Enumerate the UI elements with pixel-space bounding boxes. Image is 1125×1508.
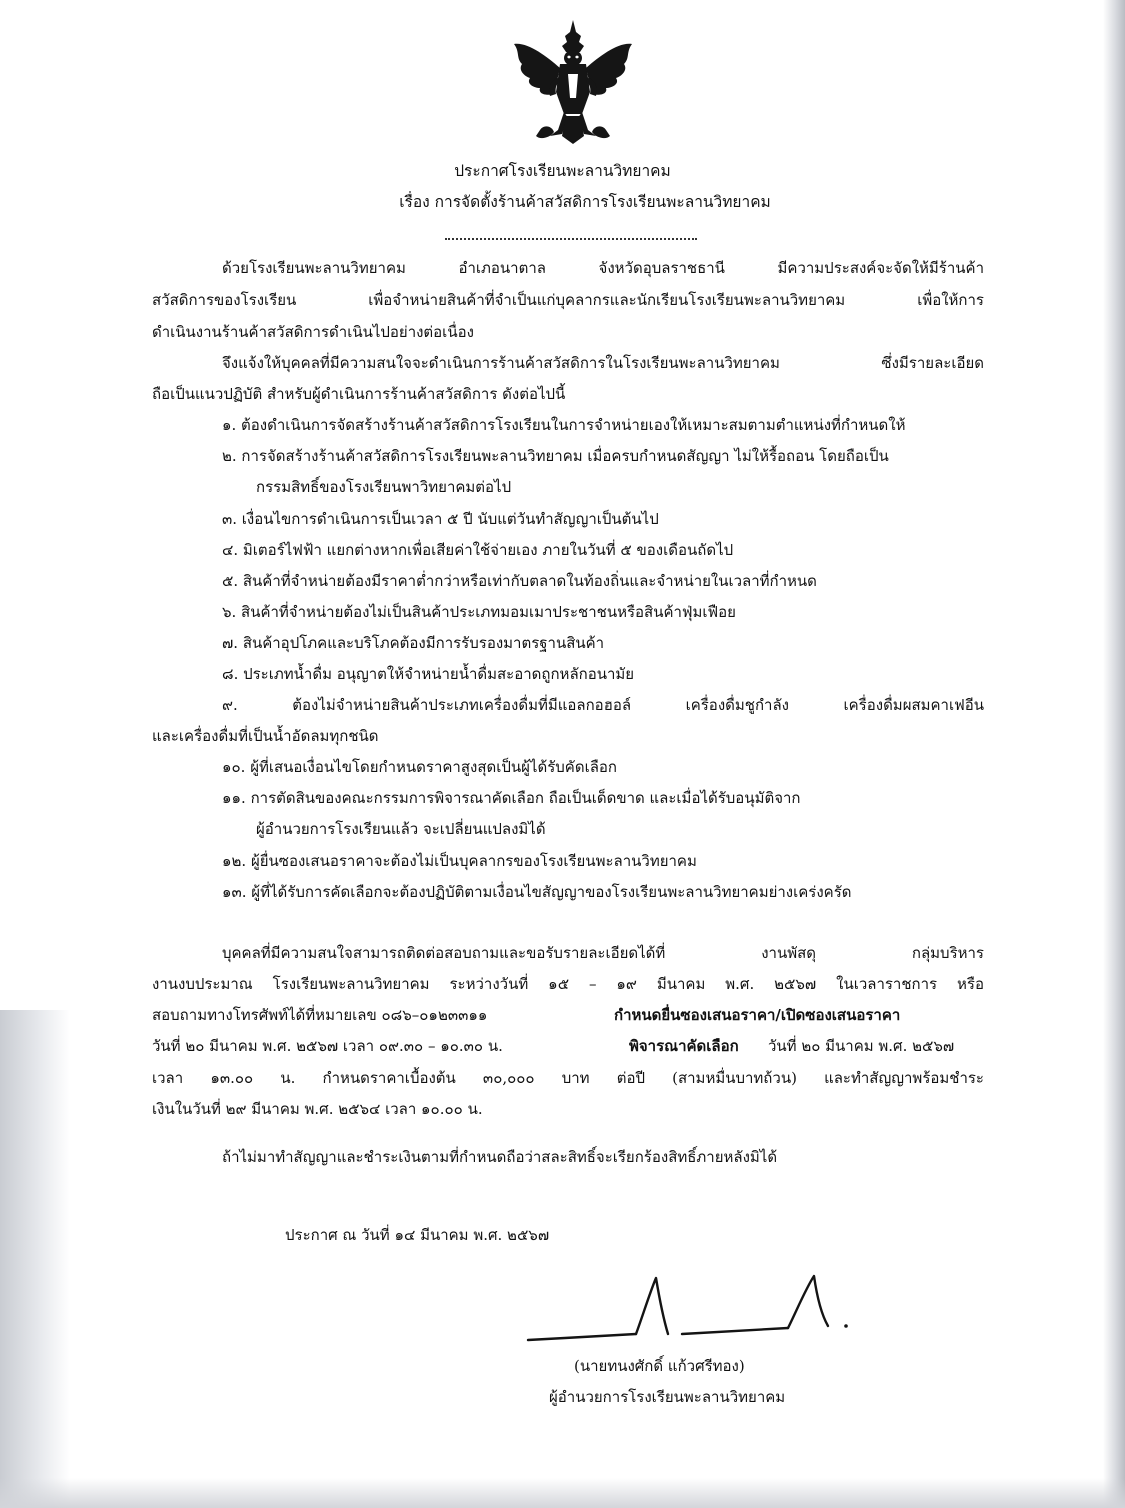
contact-line-5: เวลา ๑๓.๐๐ น. กำหนดราคาเบื้องต้น ๓๐,๐๐๐ บาท ต่อปี (สามหมื่นบาทถ้วน) และทำสัญญาพร้อมชำระ bbox=[152, 1069, 984, 1087]
rule-item-11-continued: ผู้อำนวยการโรงเรียนแล้ว จะเปลี่ยนแปลงมิได้ bbox=[256, 820, 546, 838]
rule-item-8: ๘. ประเภทน้ำดื่ม อนุญาตให้จำหน่ายน้ำดื่มสะอาดถูกหลักอนามัย bbox=[222, 665, 635, 683]
contact-line-4-selection-label: พิจารณาคัดเลือก bbox=[629, 1037, 739, 1055]
intro-paragraph-1-line-2: สวัสดิการของโรงเรียน เพื่อจำหน่ายสินค้าที่จำเป็นแก่บุคลากรและนักเรียนโรงเรียนพะลานวิทยาคม เพื่อให้การ bbox=[152, 291, 984, 309]
signatory-position: ผู้อำนวยการโรงเรียนพะลานวิทยาคม bbox=[549, 1388, 786, 1406]
garuda-emblem-icon bbox=[510, 18, 636, 146]
rule-item-12: ๑๒. ผู้ยื่นซองเสนอราคาจะต้องไม่เป็นบุคลากรของโรงเรียนพะลานวิทยาคม bbox=[222, 852, 697, 870]
rule-item-2-continued: กรรมสิทธิ์ของโรงเรียนพาวิทยาคมต่อไป bbox=[256, 478, 512, 496]
document-title: ประกาศโรงเรียนพะลานวิทยาคม bbox=[454, 162, 671, 180]
contact-line-3-phone: สอบถามทางโทรศัพท์ได้ที่หมายเลข ๐๘๖–๐๑๒๓๓๑๑ bbox=[152, 1006, 488, 1024]
contact-line-6: เงินในวันที่ ๒๙ มีนาคม พ.ศ. ๒๕๖๔ เวลา ๑๐.๐๐ น. bbox=[152, 1100, 483, 1118]
contact-line-3-bid-schedule: กำหนดยื่นซองเสนอราคา/เปิดซองเสนอราคา bbox=[614, 1006, 901, 1024]
scan-shadow-right bbox=[1103, 0, 1125, 1508]
intro-paragraph-1-line-1: ด้วยโรงเรียนพะลานวิทยาคม อำเภอนาตาล จังหวัดอุบลราชธานี มีความประสงค์จะจัดให้มีร้านค้า bbox=[222, 259, 984, 277]
intro-paragraph-2-line-2: ถือเป็นแนวปฏิบัติ สำหรับผู้ดำเนินการร้านค้าสวัสดิการ ดังต่อไปนี้ bbox=[152, 385, 566, 403]
rule-item-6: ๖. สินค้าที่จำหน่ายต้องไม่เป็นสินค้าประเภทมอมเมาประชาชนหรือสินค้าฟุ่มเฟือย bbox=[222, 603, 736, 621]
signature-scribble bbox=[524, 1268, 854, 1348]
contact-line-4-time: วันที่ ๒๐ มีนาคม พ.ศ. ๒๕๖๗ เวลา ๐๙.๓๐ – ๑๐.๓๐ น. bbox=[152, 1037, 503, 1055]
rule-item-13: ๑๓. ผู้ที่ได้รับการคัดเลือกจะต้องปฏิบัติตามเงื่อนไขสัญญาของโรงเรียนพะลานวิทยาคมย่างเคร่งครัด bbox=[222, 883, 852, 901]
intro-paragraph-1-line-3: ดำเนินงานร้านค้าสวัสดิการดำเนินไปอย่างต่อเนื่อง bbox=[152, 323, 474, 341]
closing-statement: ถ้าไม่มาทำสัญญาและชำระเงินตามที่กำหนดถือว่าสละสิทธิ์จะเรียกร้องสิทธิ์ภายหลังมิได้ bbox=[222, 1148, 778, 1166]
rule-item-10: ๑๐. ผู้ที่เสนอเงื่อนไขโดยกำหนดราคาสูงสุดเป็นผู้ได้รับคัดเลือก bbox=[222, 758, 617, 776]
rule-item-7: ๗. สินค้าอุปโภคและบริโภคต้องมีการรับรองมาตรฐานสินค้า bbox=[222, 634, 605, 652]
rule-item-9: ๙. ต้องไม่จำหน่ายสินค้าประเภทเครื่องดื่มที่มีแอลกอฮอล์ เครื่องดื่มชูกำลัง เครื่องดื่มผสมคาเฟอีน bbox=[222, 696, 984, 714]
contact-line-4-selection-date: วันที่ ๒๐ มีนาคม พ.ศ. ๒๕๖๗ bbox=[768, 1037, 955, 1055]
intro-paragraph-2-line-1: จึงแจ้งให้บุคคลที่มีความสนใจจะดำเนินการร้านค้าสวัสดิการในโรงเรียนพะลานวิทยาคม ซึ่งมีรายละเอียด bbox=[222, 354, 984, 372]
rule-item-11: ๑๑. การตัดสินของคณะกรรมการพิจารณาคัดเลือก ถือเป็นเด็ดขาด และเมื่อได้รับอนุมัติจาก bbox=[222, 789, 801, 807]
header-divider bbox=[445, 238, 697, 240]
contact-line-2: งานงบประมาณ โรงเรียนพะลานวิทยาคม ระหว่างวันที่ ๑๕ – ๑๙ มีนาคม พ.ศ. ๒๕๖๗ ในเวลาราชการ หรือ bbox=[152, 975, 984, 993]
contact-line-1: บุคคลที่มีความสนใจสามารถติดต่อสอบถามและขอรับรายละเอียดได้ที่ งานพัสดุ กลุ่มบริหาร bbox=[222, 944, 984, 962]
rule-item-1: ๑. ต้องดำเนินการจัดสร้างร้านค้าสวัสดิการโรงเรียนในการจำหน่ายเองให้เหมาะสมตามตำแหน่งที่กำหนดให้ bbox=[222, 416, 906, 434]
rule-item-5: ๕. สินค้าที่จำหน่ายต้องมีราคาต่ำกว่าหรือเท่ากับตลาดในท้องถิ่นและจำหน่ายในเวลาที่กำหนด bbox=[222, 572, 817, 590]
scan-shadow-bottom bbox=[0, 1478, 1125, 1508]
rule-item-3: ๓. เงื่อนไขการดำเนินการเป็นเวลา ๕ ปี นับแต่วันทำสัญญาเป็นต้นไป bbox=[222, 510, 659, 528]
rule-item-9-continued: และเครื่องดื่มที่เป็นน้ำอัดลมทุกชนิด bbox=[152, 727, 379, 745]
rule-item-4: ๔. มิเตอร์ไฟฟ้า แยกต่างหากเพื่อเสียค่าใช้จ่ายเอง ภายในวันที่ ๕ ของเดือนถัดไป bbox=[222, 541, 734, 559]
scan-shadow-left bbox=[0, 1010, 70, 1508]
rule-item-2: ๒. การจัดสร้างร้านค้าสวัสดิการโรงเรียนพะลานวิทยาคม เมื่อครบกำหนดสัญญา ไม่ให้รื้อถอน โดยถือเป็น bbox=[222, 447, 889, 465]
document-subject: เรื่อง การจัดตั้งร้านค้าสวัสดิการโรงเรียนพะลานวิทยาคม bbox=[399, 193, 771, 211]
signatory-name: (นายทนงศักดิ์ แก้วศรีทอง) bbox=[574, 1357, 745, 1375]
announcement-date: ประกาศ ณ วันที่ ๑๔ มีนาคม พ.ศ. ๒๕๖๗ bbox=[285, 1226, 550, 1244]
